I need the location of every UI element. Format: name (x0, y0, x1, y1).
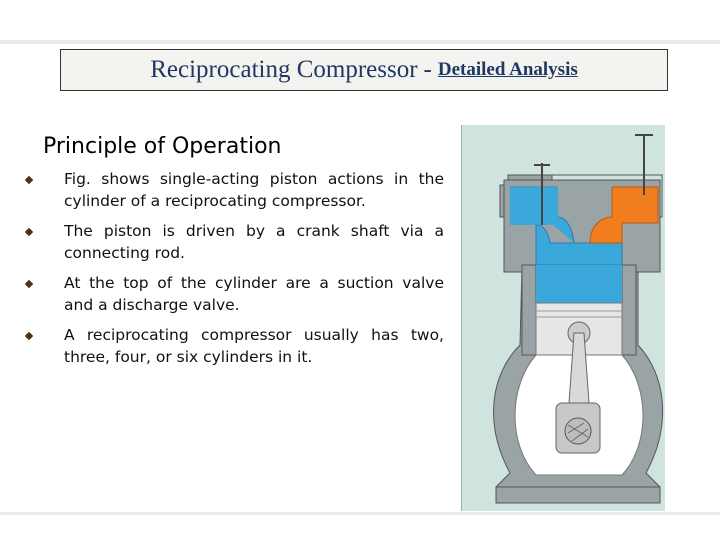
bullet-text: Fig. shows single-acting piston actions in the cylinder of a reciprocating compressor. (64, 170, 444, 210)
cylinder-wall-right (622, 265, 636, 355)
bullet-text: A reciprocating compressor usually has two, three, four, or six cylinders in it. (64, 326, 444, 366)
bullet-item (24, 168, 444, 212)
bottom-rule (0, 512, 720, 515)
bullet-text: At the top of the cylinder are a suction valve and a discharge valve. (64, 274, 444, 314)
slide-subtitle: Detailed Analysis (437, 59, 578, 80)
title-separator: - (423, 56, 432, 83)
bullet-item (24, 272, 444, 316)
bullet-diamond-icon (25, 228, 33, 236)
slide-title: Reciprocating Compressor (150, 56, 418, 83)
bullet-item (24, 324, 444, 368)
reciprocating-compressor-diagram (462, 125, 665, 511)
compressor-base (496, 487, 660, 503)
bullet-text: The piston is driven by a crank shaft via a connecting rod. (64, 222, 444, 262)
slide-title-box (60, 49, 668, 91)
bullet-item (24, 220, 444, 264)
bullet-diamond-icon (25, 280, 33, 288)
bullet-list (24, 168, 444, 376)
bullet-diamond-icon (25, 332, 33, 340)
suction-port (510, 187, 558, 225)
top-rule (0, 40, 720, 44)
compressor-diagram-panel (461, 125, 665, 511)
cylinder-wall-left (522, 265, 536, 355)
section-heading: Principle of Operation (43, 134, 282, 159)
bullet-diamond-icon (25, 176, 33, 184)
cylinder-gas (536, 265, 622, 303)
